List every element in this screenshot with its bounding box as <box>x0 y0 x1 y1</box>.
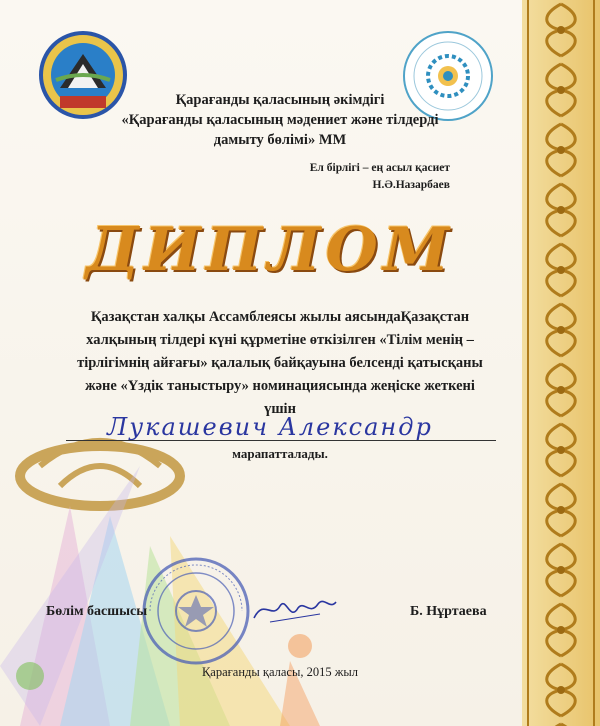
award-reason <box>50 306 510 421</box>
signatory-name: Б. Нұртаева <box>410 604 487 619</box>
award-reason-line-5: үшін <box>264 401 296 417</box>
organization-line-2: «Қарағанды қаласының мәдениет және тілдерді <box>121 112 439 128</box>
motto <box>270 160 450 194</box>
place-date: Қарағанды қаласы, 2015 жыл <box>201 665 359 679</box>
ornament-border <box>522 0 600 726</box>
organization-header <box>60 90 500 150</box>
motto-text: Ел бірлігі – ең асыл қасиет <box>309 162 450 174</box>
diploma-title: ДИПЛОМ <box>85 215 455 285</box>
motto-author: Н.Ә.Назарбаев <box>372 179 450 191</box>
handwritten-signature <box>250 590 340 630</box>
award-reason-line-1: Қазақстан халқы Ассамблеясы жылы аясындаҚазақстан <box>90 309 470 325</box>
recipient-name: Лукашевич Александр <box>107 413 433 441</box>
award-reason-line-3: тірлігімнің айғағы» қалалық байқауына белсенді қатысқаны <box>77 355 483 371</box>
award-reason-line-2: халқының тілдері күні құрметіне өткізілген «Тілім менің – <box>86 332 474 348</box>
name-underline <box>66 440 496 441</box>
awarded-label: марапатталады. <box>232 446 328 461</box>
official-seal <box>140 555 252 667</box>
organization-line-3: дамыту бөлімі» ММ <box>213 132 347 148</box>
award-reason-line-4: және «Үздік таныстыру» номинациясында жеңіске жеткені <box>85 378 475 394</box>
signatory-title: Бөлім басшысы <box>46 604 148 619</box>
organization-line-1: Қарағанды қаласының әкімдігі <box>175 92 385 108</box>
